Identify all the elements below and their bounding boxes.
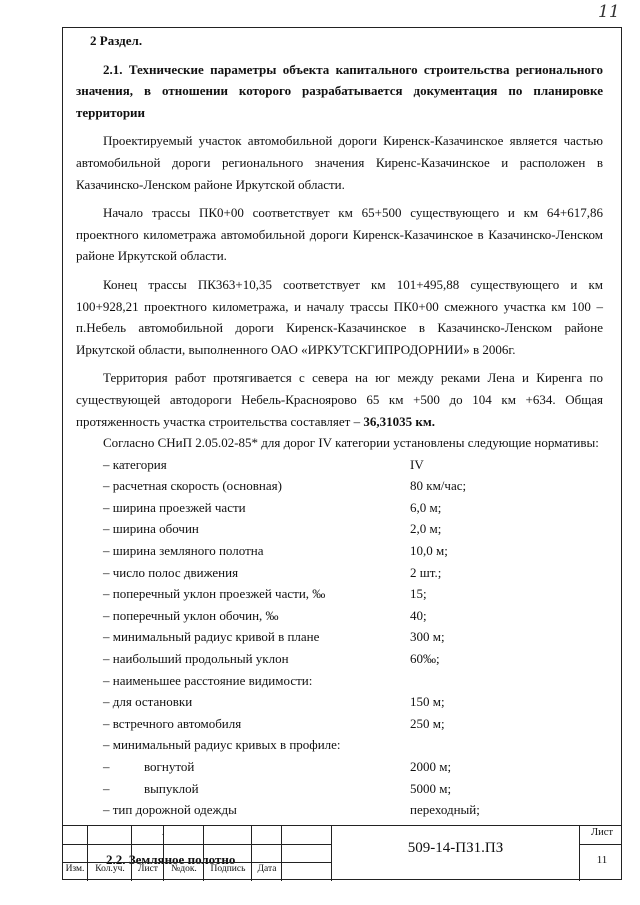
sheet-number: 11 [596, 854, 608, 866]
norm-dash: – [103, 759, 110, 774]
paragraph-4-text: Территория работ протягивается с севера на юг между реками Лена и Киренга по существующей автодороги Небель-Красноярово 65 км +500 до 104 км +634. Общая протяженность участка строительства составляет – [76, 370, 603, 429]
total-length: 36,31035 км. [363, 413, 435, 429]
norm-row [76, 540, 603, 562]
norm-label: – минимальный радиус кривой в плане [103, 629, 320, 645]
norm-value: 2,0 м; [410, 521, 442, 537]
norm-value: 5000 м; [410, 780, 452, 796]
norm-value: 10,0 м; [410, 543, 448, 559]
paragraph-3: Конец трассы ПК363+10,35 соответствует км 101+495,88 существующего и км 100+928,21 проектного километража, и началу трассы ПК0+00 смежного участка км 100 – п.Небель автомобильной дороги Киренск-Казачинское в Казачинско-Ленском районе Иркутской области, выполненного ОАО «ИРКУТСКГИПРОДОРНИИ» в 2006г. [76, 276, 603, 357]
norm-label: – число полос движения [103, 564, 239, 580]
norm-label: – наибольший продольный уклон [103, 651, 289, 667]
section-title: 2 Раздел. [90, 33, 143, 48]
norm-row [76, 605, 603, 627]
profile-norm-row [76, 756, 603, 778]
norm-value: 300 м; [410, 629, 445, 645]
norm-value: IV [410, 456, 424, 472]
norm-row [76, 648, 603, 670]
norm-label: – наименьшее расстояние видимости: [103, 672, 313, 688]
document-code: 509-14-ПЗ1.ПЗ [407, 840, 504, 856]
norm-label: – для остановки [103, 694, 193, 710]
sheet-label: Лист [591, 827, 613, 838]
norm-value: 60‰; [410, 651, 440, 667]
stamp-header-ndok: №док. [171, 864, 197, 874]
norm-row [76, 691, 603, 713]
profile-subnorms-list [76, 756, 603, 799]
norms-list [76, 454, 603, 756]
norm-label: – поперечный уклон проезжей части, ‰ [103, 586, 326, 602]
norm-value: 15; [410, 586, 427, 602]
norm-label: – минимальный радиус кривых в профиле: [103, 737, 341, 753]
norm-value: 6,0 м; [410, 499, 442, 515]
document-body [76, 30, 603, 870]
norm-label: – расчетная скорость (основная) [103, 478, 282, 494]
paragraph-4 [76, 367, 603, 432]
norm-row [76, 518, 603, 540]
norm-row [76, 475, 603, 497]
norm-value: 40; [410, 607, 427, 623]
norm-label: выпуклой [144, 780, 199, 796]
norm-dash: – [103, 780, 110, 796]
paragraph-2: Начало трассы ПК0+00 соответствует км 65+500 существующего и км 64+617,86 проектного километража автомобильной дороги Киренск-Казачинское в Казачинско-Ленском районе Иркутской области. [76, 205, 603, 264]
norm-row [76, 497, 603, 519]
norm-row [76, 799, 603, 821]
norm-row [76, 670, 603, 692]
handwritten-page-number: 11 [598, 2, 620, 22]
norm-value: переходный; [410, 802, 480, 818]
title-block-stamp [62, 825, 622, 881]
norm-label: – поперечный уклон обочин, ‰ [103, 607, 279, 623]
norm-row [76, 454, 603, 476]
norm-value: 150 м; [410, 694, 445, 710]
norm-label: – ширина земляного полотна [103, 543, 264, 559]
stamp-header-izm: Изм. [65, 864, 85, 874]
stamp-header-data: Дата [257, 864, 277, 874]
norm-label: – тип дорожной одежды [103, 802, 237, 818]
paragraph-1: Проектируемый участок автомобильной дороги Киренск-Казачинское является частью автомобильной дороги регионального значения Киренс-Казачинское и расположен в Казачинско-Ленском районе Иркутской области. [76, 133, 603, 192]
stamp-header-list: Лист [138, 864, 158, 874]
stamp-dot: . [161, 828, 165, 838]
norm-label: – встречного автомобиля [103, 715, 242, 731]
norm-label: – категория [103, 456, 167, 472]
stamp-header-podpis: Подпись [210, 864, 246, 874]
norm-label: – ширина проезжей части [103, 499, 246, 515]
norm-value: 2000 м; [410, 759, 452, 774]
section-2-1-heading: 2.1. Технические параметры объекта капитального строительства регионального значения, в отношении которого разрабатывается документация по планировке территории [76, 61, 603, 120]
profile-norm-row [76, 778, 603, 800]
norm-value: 250 м; [410, 715, 445, 731]
stamp-header-kol: Кол.уч. [95, 864, 125, 874]
norm-row [76, 562, 603, 584]
norm-row [76, 713, 603, 735]
paragraph-5: Согласно СНиП 2.05.02-85* для дорог IV категории установлены следующие нормативы: [103, 435, 599, 451]
norm-label: – ширина обочин [103, 521, 199, 537]
section-2-2-heading: 2.2. Земляное полотно [106, 851, 236, 867]
norm-label: вогнутой [144, 759, 195, 774]
norm-row [76, 626, 603, 648]
norm-row [76, 734, 603, 756]
norm-value: 2 шт.; [410, 564, 442, 580]
norm-value: 80 км/час; [410, 478, 467, 494]
norm-row [76, 583, 603, 605]
